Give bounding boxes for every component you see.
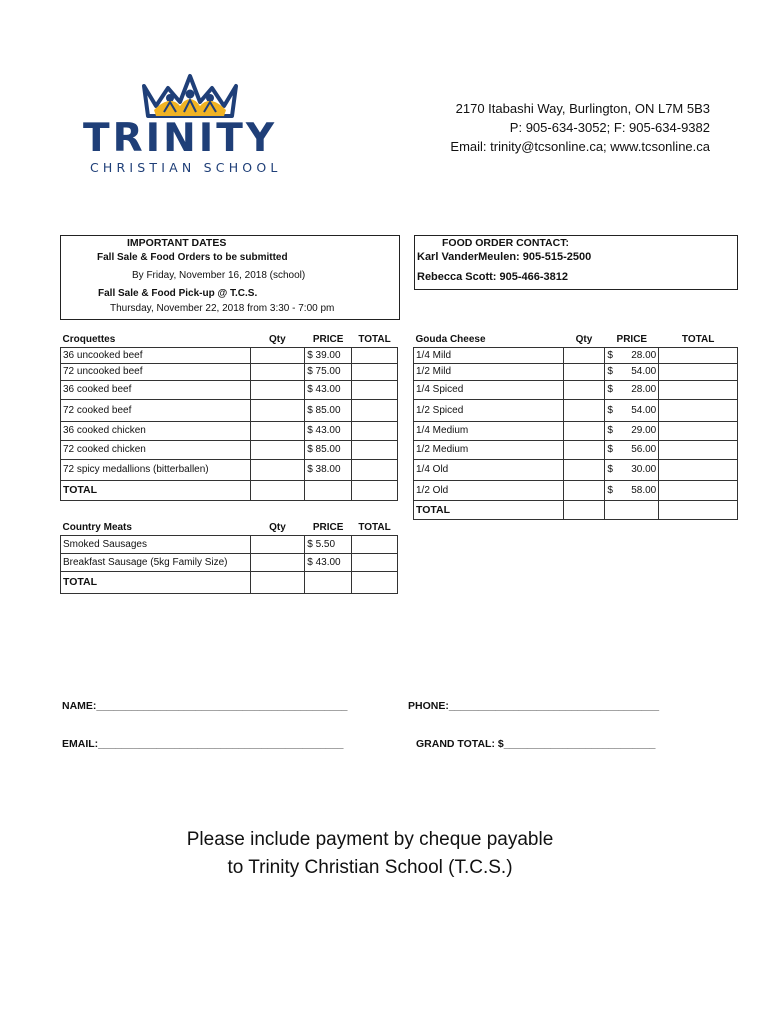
country-meats-title: Country Meats: [62, 522, 132, 533]
contact-heading: FOOD ORDER CONTACT:: [442, 237, 569, 249]
table-row: [61, 459, 398, 480]
item-name: Breakfast Sausage (5kg Family Size): [61, 553, 251, 571]
currency-symbol: $: [607, 464, 613, 475]
table-row: [61, 440, 398, 459]
important-dates-heading: IMPORTANT DATES: [127, 237, 227, 249]
total-cell[interactable]: [352, 480, 398, 500]
total-cell[interactable]: [352, 553, 398, 571]
item-name: 1/4 Old: [414, 459, 564, 480]
croquettes-table: [60, 330, 398, 501]
total-cell[interactable]: [352, 535, 398, 553]
crown-logo-icon: [140, 72, 240, 122]
table-row: [61, 421, 398, 440]
price-header: PRICE: [312, 334, 344, 345]
qty-input[interactable]: [563, 421, 605, 440]
table-row: [61, 380, 398, 399]
table-row: [414, 421, 738, 440]
total-cell[interactable]: [352, 380, 398, 399]
total-label: TOTAL: [61, 480, 251, 500]
total-cell[interactable]: [352, 347, 398, 363]
pickup-label: Fall Sale & Food Pick-up @ T.C.S.: [98, 288, 258, 299]
total-cell[interactable]: [659, 421, 738, 440]
price-header: PRICE: [616, 334, 648, 345]
item-price: [605, 459, 659, 480]
item-price: $ 43.00: [305, 421, 352, 440]
qty-input[interactable]: [250, 421, 305, 440]
total-qty-cell[interactable]: [250, 480, 305, 500]
total-cell[interactable]: [659, 363, 738, 380]
table-row: [61, 347, 398, 363]
item-name: 36 cooked chicken: [61, 421, 251, 440]
payment-line-1: Please include payment by cheque payable: [186, 829, 554, 850]
croquettes-title: Croquettes: [62, 334, 116, 345]
item-name: 1/4 Medium: [414, 421, 564, 440]
item-price: $ 75.00: [305, 363, 352, 380]
total-header: TOTAL: [358, 522, 391, 533]
item-price: [605, 421, 659, 440]
table-row: [61, 553, 398, 571]
currency-symbol: $: [607, 425, 613, 436]
contact-person-1: Karl VanderMeulen: 905-515-2500: [417, 251, 592, 263]
item-price: $ 85.00: [305, 440, 352, 459]
price-amount: 30.00: [631, 464, 657, 475]
qty-header: Qty: [269, 522, 286, 533]
total-row: [61, 480, 398, 500]
total-cell[interactable]: [659, 347, 738, 363]
currency-symbol: $: [607, 444, 613, 455]
qty-input[interactable]: [563, 459, 605, 480]
currency-symbol: $: [607, 484, 613, 496]
table-row: [61, 363, 398, 380]
total-price-cell: [605, 500, 659, 519]
table-row: [414, 440, 738, 459]
qty-header: Qty: [575, 334, 593, 345]
item-name: 1/2 Medium: [414, 440, 564, 459]
total-cell[interactable]: [352, 363, 398, 380]
price-header: PRICE: [312, 522, 344, 533]
table-row: [414, 480, 738, 500]
price-amount: 56.00: [631, 444, 657, 455]
phone-line: P: 905-634-3052; F: 905-634-9382: [509, 120, 710, 135]
price-amount: 54.00: [631, 366, 657, 377]
total-price-cell: [305, 571, 352, 593]
price-amount: 54.00: [631, 404, 657, 416]
payment-line-2: to Trinity Christian School (T.C.S.): [227, 857, 513, 878]
qty-input[interactable]: [563, 380, 605, 399]
item-price: $ 43.00: [305, 380, 352, 399]
total-row: [61, 571, 398, 593]
qty-input[interactable]: [250, 380, 305, 399]
item-price: [605, 399, 659, 421]
contact-person-2: Rebecca Scott: 905-466-3812: [417, 271, 569, 283]
table-row: [414, 347, 738, 363]
item-name: 36 cooked beef: [61, 380, 251, 399]
submit-label: Fall Sale & Food Orders to be submitted: [97, 252, 288, 263]
qty-input[interactable]: [250, 399, 305, 421]
gouda-cheese-table: [413, 330, 738, 520]
qty-input[interactable]: [250, 553, 305, 571]
total-cell[interactable]: [352, 421, 398, 440]
address-line: 2170 Itabashi Way, Burlington, ON L7M 5B3: [455, 101, 710, 116]
item-name: Smoked Sausages: [61, 535, 251, 553]
price-amount: 29.00: [631, 425, 657, 436]
price-amount: 28.00: [631, 349, 657, 361]
item-price: [605, 363, 659, 380]
total-cell[interactable]: [352, 399, 398, 421]
qty-input[interactable]: [250, 347, 305, 363]
total-qty-cell[interactable]: [563, 500, 605, 519]
qty-input[interactable]: [250, 440, 305, 459]
email-line: Email: trinity@tcsonline.ca; www.tcsonline.ca: [450, 139, 710, 154]
qty-input[interactable]: [250, 363, 305, 380]
total-label: TOTAL: [414, 500, 564, 519]
school-logo-subtitle: CHRISTIAN SCHOOL: [90, 160, 282, 175]
price-amount: 58.00: [631, 484, 657, 496]
currency-symbol: $: [607, 366, 613, 377]
total-cell[interactable]: [659, 440, 738, 459]
total-header: TOTAL: [358, 334, 391, 345]
item-name: 36 uncooked beef: [61, 347, 251, 363]
item-name: 1/2 Spiced: [414, 399, 564, 421]
qty-input[interactable]: [563, 347, 605, 363]
item-price: $ 85.00: [305, 399, 352, 421]
grand-total-field[interactable]: GRAND TOTAL: $__________________________: [416, 738, 656, 750]
qty-input[interactable]: [563, 363, 605, 380]
item-name: 72 cooked chicken: [61, 440, 251, 459]
item-price: [605, 380, 659, 399]
table-row: [61, 535, 398, 553]
school-address: [350, 99, 710, 156]
pickup-date: Thursday, November 22, 2018 from 3:30 - 7:00 pm: [110, 303, 335, 314]
table-row: [414, 380, 738, 399]
item-price: $ 5.50: [305, 535, 352, 553]
table-row: [414, 459, 738, 480]
submit-date: By Friday, November 16, 2018 (school): [132, 270, 306, 281]
name-field[interactable]: NAME:___________________________________________: [62, 700, 348, 712]
item-name: 72 cooked beef: [61, 399, 251, 421]
item-price: $ 38.00: [305, 459, 352, 480]
qty-input[interactable]: [250, 535, 305, 553]
qty-input[interactable]: [563, 480, 605, 500]
email-field[interactable]: EMAIL:__________________________________________: [62, 738, 344, 750]
item-name: 1/4 Mild: [414, 347, 564, 363]
table-row: [61, 399, 398, 421]
total-cell[interactable]: [659, 459, 738, 480]
currency-symbol: $: [607, 404, 613, 416]
item-price: [605, 440, 659, 459]
gouda-title: Gouda Cheese: [415, 334, 486, 345]
total-cell[interactable]: [352, 440, 398, 459]
qty-input[interactable]: [250, 459, 305, 480]
qty-header: Qty: [269, 334, 286, 345]
total-cell[interactable]: [659, 500, 738, 519]
currency-symbol: $: [607, 384, 613, 395]
total-label: TOTAL: [61, 571, 251, 593]
total-cell[interactable]: [352, 459, 398, 480]
total-price-cell: [305, 480, 352, 500]
total-qty-cell[interactable]: [250, 571, 305, 593]
total-row: [414, 500, 738, 519]
item-price: [605, 480, 659, 500]
total-cell[interactable]: [352, 571, 398, 593]
phone-field[interactable]: PHONE:____________________________________: [408, 700, 660, 712]
currency-symbol: $: [607, 349, 613, 361]
price-amount: 28.00: [631, 384, 657, 395]
total-cell[interactable]: [659, 480, 738, 500]
total-cell[interactable]: [659, 380, 738, 399]
qty-input[interactable]: [563, 440, 605, 459]
country-meats-table: [60, 518, 398, 594]
total-header: TOTAL: [681, 334, 715, 345]
qty-input[interactable]: [563, 399, 605, 421]
item-price: $ 39.00: [305, 347, 352, 363]
item-name: 72 uncooked beef: [61, 363, 251, 380]
school-logo-name: TRINITY: [83, 116, 278, 161]
item-name: 72 spicy medallions (bitterballen): [61, 459, 251, 480]
item-price: [605, 347, 659, 363]
total-cell[interactable]: [659, 399, 738, 421]
payment-note: [120, 826, 620, 882]
item-name: 1/2 Mild: [414, 363, 564, 380]
item-price: $ 43.00: [305, 553, 352, 571]
table-row: [414, 363, 738, 380]
item-name: 1/2 Old: [414, 480, 564, 500]
table-row: [414, 399, 738, 421]
item-name: 1/4 Spiced: [414, 380, 564, 399]
